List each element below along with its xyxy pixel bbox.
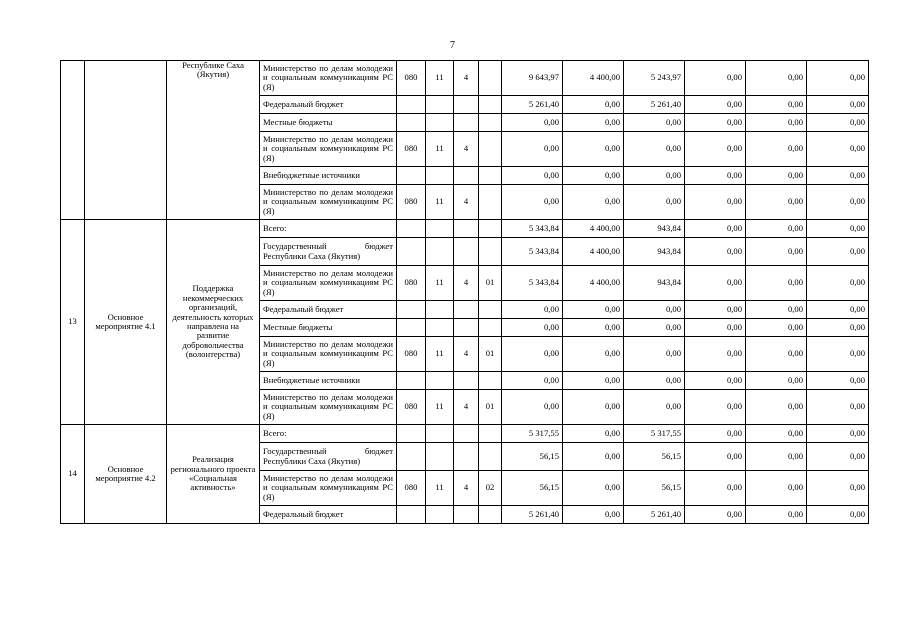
amount-cell: 0,00 — [685, 443, 746, 471]
amount-cell: 0,00 — [685, 96, 746, 114]
grbs-code-cell — [397, 167, 426, 185]
amount-cell: 0,00 — [685, 220, 746, 238]
subprogram-code-cell — [454, 96, 479, 114]
amount-cell: 0,00 — [746, 167, 807, 185]
funding-source-cell: Всего: — [260, 220, 397, 238]
subprogram-code-cell — [454, 506, 479, 524]
measure-code-cell — [479, 132, 502, 167]
amount-cell: 0,00 — [502, 114, 563, 132]
grbs-code-cell — [397, 220, 426, 238]
amount-cell: 0,00 — [746, 220, 807, 238]
amount-cell: 4 400,00 — [563, 61, 624, 96]
amount-cell: 943,84 — [624, 238, 685, 266]
amount-cell: 0,00 — [685, 238, 746, 266]
amount-cell: 0,00 — [502, 301, 563, 319]
amount-cell: 0,00 — [807, 185, 869, 220]
amount-cell: 0,00 — [685, 337, 746, 372]
amount-cell: 0,00 — [807, 114, 869, 132]
amount-cell: 0,00 — [624, 167, 685, 185]
amount-cell: 0,00 — [807, 443, 869, 471]
amount-cell: 0,00 — [624, 301, 685, 319]
amount-cell: 0,00 — [502, 167, 563, 185]
funding-source-cell: Всего: — [260, 425, 397, 443]
amount-cell: 0,00 — [807, 390, 869, 425]
grbs-code-cell — [397, 319, 426, 337]
amount-cell: 4 400,00 — [563, 220, 624, 238]
amount-cell: 0,00 — [746, 301, 807, 319]
program-code-cell — [426, 301, 454, 319]
measure-name-cell — [85, 61, 167, 220]
amount-cell: 0,00 — [746, 337, 807, 372]
program-code-cell — [426, 443, 454, 471]
measure-code-cell — [479, 167, 502, 185]
amount-cell: 0,00 — [685, 167, 746, 185]
program-code-cell — [426, 425, 454, 443]
measure-code-cell: 01 — [479, 266, 502, 301]
amount-cell: 0,00 — [746, 185, 807, 220]
funding-source-cell: Министерство по делам молодежи и социальным коммуникациям РС (Я) — [260, 390, 397, 425]
amount-cell: 0,00 — [563, 185, 624, 220]
table-row — [61, 220, 869, 238]
measure-code-cell — [479, 61, 502, 96]
program-code-cell — [426, 114, 454, 132]
amount-cell: 0,00 — [807, 132, 869, 167]
program-code-cell: 11 — [426, 390, 454, 425]
amount-cell: 0,00 — [563, 506, 624, 524]
program-code-cell: 11 — [426, 132, 454, 167]
grbs-code-cell — [397, 425, 426, 443]
amount-cell: 0,00 — [807, 167, 869, 185]
amount-cell: 0,00 — [624, 185, 685, 220]
amount-cell: 0,00 — [624, 132, 685, 167]
measure-description-cell: Поддержка некоммерческих организаций, деятельность которых направлена на развитие добровольчества (волонтерства) — [167, 220, 260, 425]
amount-cell: 0,00 — [563, 372, 624, 390]
amount-cell: 5 317,55 — [502, 425, 563, 443]
amount-cell: 0,00 — [685, 506, 746, 524]
subprogram-code-cell — [454, 167, 479, 185]
funding-source-cell: Государственный бюджет Республики Саха (Якутия) — [260, 443, 397, 471]
funding-source-cell: Министерство по делам молодежи и социальным коммуникациям РС (Я) — [260, 471, 397, 506]
measure-code-cell: 01 — [479, 337, 502, 372]
grbs-code-cell: 080 — [397, 471, 426, 506]
amount-cell: 9 643,97 — [502, 61, 563, 96]
amount-cell: 0,00 — [746, 443, 807, 471]
program-code-cell: 11 — [426, 185, 454, 220]
subprogram-code-cell: 4 — [454, 132, 479, 167]
amount-cell: 56,15 — [502, 443, 563, 471]
amount-cell: 0,00 — [563, 114, 624, 132]
subprogram-code-cell: 4 — [454, 266, 479, 301]
funding-source-cell: Министерство по делам молодежи и социальным коммуникациям РС (Я) — [260, 132, 397, 167]
measure-code-cell — [479, 238, 502, 266]
amount-cell: 5 261,40 — [502, 96, 563, 114]
funding-source-cell: Министерство по делам молодежи и социальным коммуникациям РС (Я) — [260, 61, 397, 96]
amount-cell: 0,00 — [807, 506, 869, 524]
amount-cell: 56,15 — [624, 443, 685, 471]
amount-cell: 0,00 — [685, 390, 746, 425]
funding-source-cell: Министерство по делам молодежи и социальным коммуникациям РС (Я) — [260, 337, 397, 372]
funding-source-cell: Местные бюджеты — [260, 319, 397, 337]
amount-cell: 0,00 — [685, 471, 746, 506]
measure-code-cell — [479, 96, 502, 114]
row-number-cell: 14 — [61, 425, 85, 524]
subprogram-code-cell — [454, 443, 479, 471]
amount-cell: 0,00 — [563, 319, 624, 337]
amount-cell: 0,00 — [746, 96, 807, 114]
measure-code-cell: 01 — [479, 390, 502, 425]
amount-cell: 0,00 — [807, 337, 869, 372]
amount-cell: 0,00 — [807, 471, 869, 506]
amount-cell: 0,00 — [624, 337, 685, 372]
measure-code-cell — [479, 319, 502, 337]
grbs-code-cell: 080 — [397, 337, 426, 372]
measure-code-cell — [479, 425, 502, 443]
amount-cell: 0,00 — [746, 61, 807, 96]
grbs-code-cell — [397, 96, 426, 114]
table-row — [61, 61, 869, 96]
measure-code-cell — [479, 185, 502, 220]
amount-cell: 0,00 — [502, 185, 563, 220]
subprogram-code-cell — [454, 301, 479, 319]
budget-table — [60, 60, 869, 524]
amount-cell: 5 343,84 — [502, 266, 563, 301]
subprogram-code-cell — [454, 220, 479, 238]
measure-name-cell: Основное мероприятие 4.2 — [85, 425, 167, 524]
measure-code-cell — [479, 114, 502, 132]
amount-cell: 5 261,40 — [502, 506, 563, 524]
amount-cell: 0,00 — [563, 132, 624, 167]
amount-cell: 943,84 — [624, 220, 685, 238]
amount-cell: 0,00 — [685, 61, 746, 96]
program-code-cell: 11 — [426, 61, 454, 96]
grbs-code-cell — [397, 506, 426, 524]
amount-cell: 0,00 — [685, 266, 746, 301]
measure-description-cell: Республике Саха (Якутия) — [167, 61, 260, 220]
amount-cell: 0,00 — [624, 114, 685, 132]
amount-cell: 0,00 — [746, 372, 807, 390]
amount-cell: 0,00 — [502, 319, 563, 337]
amount-cell: 0,00 — [746, 319, 807, 337]
amount-cell: 0,00 — [807, 319, 869, 337]
funding-source-cell: Министерство по делам молодежи и социальным коммуникациям РС (Я) — [260, 185, 397, 220]
amount-cell: 0,00 — [502, 390, 563, 425]
funding-source-cell: Министерство по делам молодежи и социальным коммуникациям РС (Я) — [260, 266, 397, 301]
grbs-code-cell: 080 — [397, 266, 426, 301]
amount-cell: 0,00 — [563, 443, 624, 471]
funding-source-cell: Внебюджетные источники — [260, 372, 397, 390]
amount-cell: 0,00 — [807, 372, 869, 390]
program-code-cell — [426, 220, 454, 238]
amount-cell: 0,00 — [502, 372, 563, 390]
row-number-cell: 13 — [61, 220, 85, 425]
amount-cell: 0,00 — [685, 114, 746, 132]
amount-cell: 0,00 — [685, 372, 746, 390]
subprogram-code-cell — [454, 319, 479, 337]
amount-cell: 0,00 — [563, 301, 624, 319]
funding-source-cell: Федеральный бюджет — [260, 301, 397, 319]
program-code-cell — [426, 96, 454, 114]
subprogram-code-cell — [454, 238, 479, 266]
subprogram-code-cell — [454, 114, 479, 132]
amount-cell: 5 343,84 — [502, 238, 563, 266]
funding-source-cell: Государственный бюджет Республики Саха (Якутия) — [260, 238, 397, 266]
amount-cell: 5 317,55 — [624, 425, 685, 443]
amount-cell: 0,00 — [502, 337, 563, 372]
grbs-code-cell — [397, 238, 426, 266]
amount-cell: 0,00 — [502, 132, 563, 167]
subprogram-code-cell: 4 — [454, 185, 479, 220]
amount-cell: 0,00 — [746, 390, 807, 425]
amount-cell: 56,15 — [624, 471, 685, 506]
grbs-code-cell — [397, 443, 426, 471]
amount-cell: 0,00 — [685, 185, 746, 220]
program-code-cell: 11 — [426, 266, 454, 301]
subprogram-code-cell — [454, 425, 479, 443]
amount-cell: 943,84 — [624, 266, 685, 301]
amount-cell: 5 343,84 — [502, 220, 563, 238]
amount-cell: 0,00 — [685, 319, 746, 337]
amount-cell: 56,15 — [502, 471, 563, 506]
amount-cell: 0,00 — [685, 425, 746, 443]
table-row — [61, 425, 869, 443]
program-code-cell — [426, 506, 454, 524]
amount-cell: 4 400,00 — [563, 238, 624, 266]
amount-cell: 0,00 — [624, 372, 685, 390]
row-number-cell — [61, 61, 85, 220]
funding-source-cell: Федеральный бюджет — [260, 96, 397, 114]
amount-cell: 0,00 — [807, 301, 869, 319]
amount-cell: 0,00 — [807, 425, 869, 443]
amount-cell: 0,00 — [624, 390, 685, 425]
funding-source-cell: Федеральный бюджет — [260, 506, 397, 524]
amount-cell: 0,00 — [807, 220, 869, 238]
grbs-code-cell: 080 — [397, 132, 426, 167]
amount-cell: 0,00 — [746, 266, 807, 301]
amount-cell: 0,00 — [563, 96, 624, 114]
funding-source-cell: Внебюджетные источники — [260, 167, 397, 185]
amount-cell: 0,00 — [807, 266, 869, 301]
amount-cell: 0,00 — [563, 167, 624, 185]
amount-cell: 0,00 — [563, 471, 624, 506]
program-code-cell: 11 — [426, 471, 454, 506]
amount-cell: 0,00 — [563, 425, 624, 443]
grbs-code-cell: 080 — [397, 185, 426, 220]
amount-cell: 4 400,00 — [563, 266, 624, 301]
amount-cell: 0,00 — [746, 114, 807, 132]
amount-cell: 0,00 — [746, 238, 807, 266]
program-code-cell — [426, 372, 454, 390]
subprogram-code-cell: 4 — [454, 390, 479, 425]
program-code-cell — [426, 167, 454, 185]
amount-cell: 0,00 — [563, 390, 624, 425]
amount-cell: 0,00 — [685, 132, 746, 167]
amount-cell: 0,00 — [624, 319, 685, 337]
program-code-cell — [426, 238, 454, 266]
amount-cell: 0,00 — [746, 471, 807, 506]
measure-code-cell — [479, 220, 502, 238]
program-code-cell: 11 — [426, 337, 454, 372]
grbs-code-cell: 080 — [397, 61, 426, 96]
subprogram-code-cell: 4 — [454, 471, 479, 506]
grbs-code-cell: 080 — [397, 390, 426, 425]
amount-cell: 5 243,97 — [624, 61, 685, 96]
amount-cell: 0,00 — [807, 238, 869, 266]
subprogram-code-cell: 4 — [454, 337, 479, 372]
amount-cell: 5 261,40 — [624, 96, 685, 114]
amount-cell: 5 261,40 — [624, 506, 685, 524]
amount-cell: 0,00 — [807, 96, 869, 114]
grbs-code-cell — [397, 301, 426, 319]
amount-cell: 0,00 — [685, 301, 746, 319]
grbs-code-cell — [397, 372, 426, 390]
page-number: 7 — [450, 40, 455, 51]
measure-description-cell: Реализация регионального проекта «Социальная активность» — [167, 425, 260, 524]
amount-cell: 0,00 — [807, 61, 869, 96]
amount-cell: 0,00 — [563, 337, 624, 372]
grbs-code-cell — [397, 114, 426, 132]
measure-code-cell — [479, 506, 502, 524]
funding-source-cell: Местные бюджеты — [260, 114, 397, 132]
measure-code-cell — [479, 372, 502, 390]
program-code-cell — [426, 319, 454, 337]
measure-code-cell — [479, 301, 502, 319]
measure-name-cell: Основное мероприятие 4.1 — [85, 220, 167, 425]
amount-cell: 0,00 — [746, 132, 807, 167]
measure-code-cell — [479, 443, 502, 471]
subprogram-code-cell: 4 — [454, 61, 479, 96]
measure-code-cell: 02 — [479, 471, 502, 506]
amount-cell: 0,00 — [746, 506, 807, 524]
amount-cell: 0,00 — [746, 425, 807, 443]
subprogram-code-cell — [454, 372, 479, 390]
